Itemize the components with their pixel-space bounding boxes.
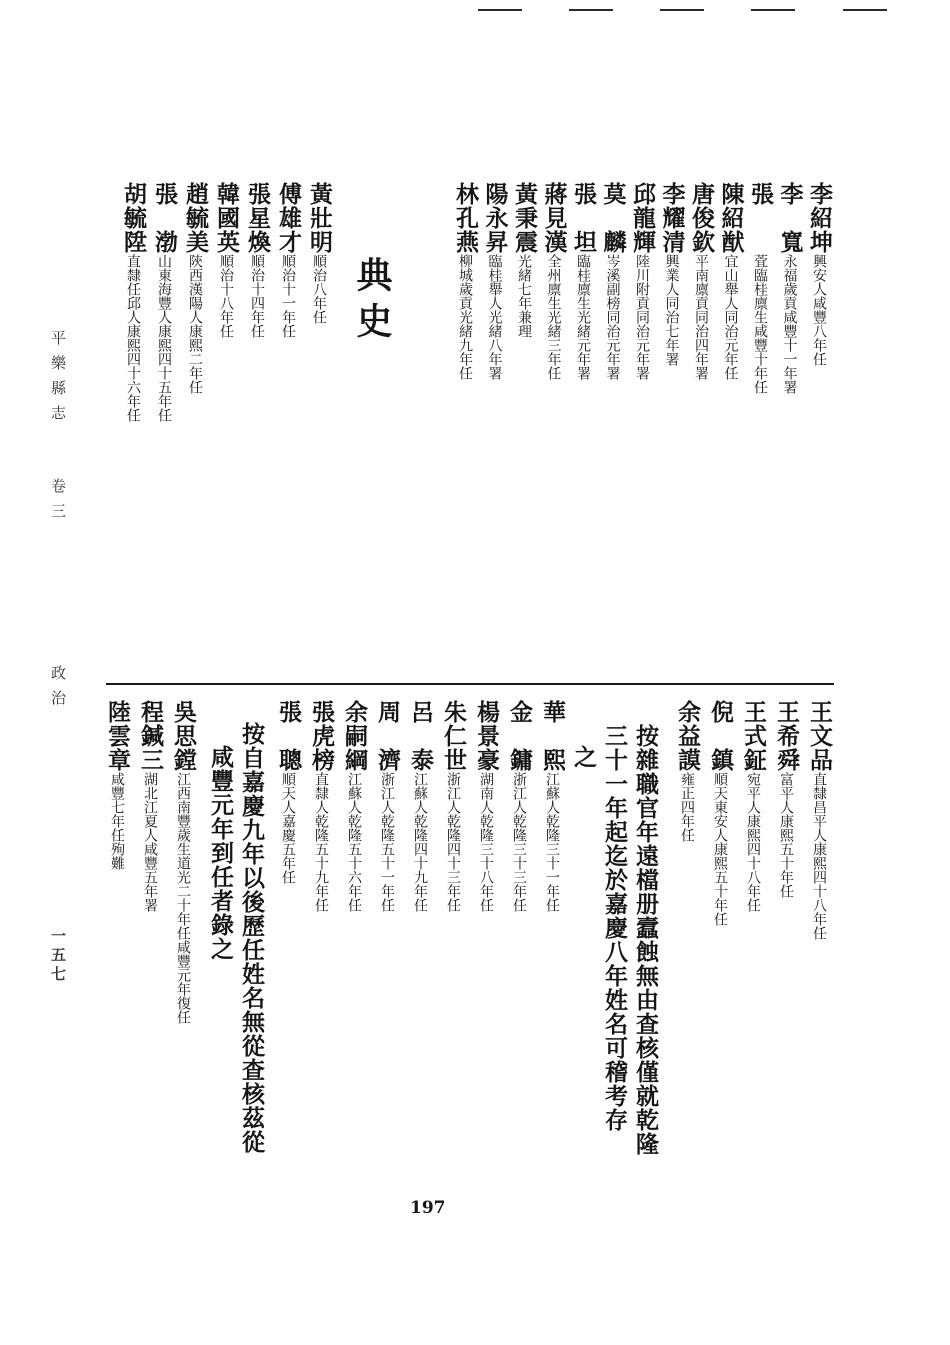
official-note: 山東海豐人康熙四十五年任 <box>156 254 172 422</box>
official-name: 張 <box>747 182 774 254</box>
top-rule-3 <box>660 9 704 11</box>
official-note: 浙江人乾隆三十三年任 <box>511 772 527 912</box>
official-note: 順治八年任 <box>311 254 327 324</box>
official-entry <box>572 182 595 380</box>
official-name: 趙毓美 <box>182 182 209 254</box>
official-name: 吳思鏜 <box>170 700 197 772</box>
official-entry <box>808 182 831 366</box>
official-name: 周 濟 <box>374 700 401 772</box>
official-entry <box>658 182 686 366</box>
official-note: 順天人嘉慶五年任 <box>280 772 296 884</box>
official-entry <box>376 700 399 912</box>
official-name: 楊景豪 <box>473 700 500 772</box>
note-line: 咸豐元年到任者錄之 <box>207 745 234 961</box>
volume-label: 卷三 <box>49 478 67 528</box>
official-note: 順治十一年任 <box>280 254 296 338</box>
official-entry <box>540 182 568 380</box>
official-note: 江西南豐歲生道光二十年任咸豐元年復任 <box>175 772 191 1024</box>
official-note: 光緒七年兼理 <box>516 254 532 338</box>
official-name: 李耀清 <box>658 182 686 254</box>
top-rule-5 <box>843 9 887 11</box>
official-note: 順治十八年任 <box>218 254 234 338</box>
official-name: 韓國英 <box>213 182 240 254</box>
official-entry <box>409 700 432 912</box>
page-number: 197 <box>410 1198 446 1218</box>
official-name: 張虎榜 <box>308 700 335 772</box>
official-name: 倪 鎮 <box>707 700 734 772</box>
official-name: 陳紹猷 <box>717 182 745 254</box>
official-name: 陽永昇 <box>481 182 509 254</box>
official-note: 臨桂舉人光緒八年署 <box>486 254 503 380</box>
official-note: 宛平人康熙四十八年任 <box>745 772 761 912</box>
top-rule-4 <box>751 9 795 11</box>
official-entry <box>122 182 145 422</box>
official-entry <box>277 700 300 884</box>
official-name: 黃壯明 <box>306 182 333 254</box>
official-name: 張 聰 <box>275 700 302 772</box>
official-name: 李 寬 <box>776 182 804 254</box>
official-name: 黃秉震 <box>511 182 538 254</box>
official-name: 林孔燕 <box>452 182 479 254</box>
official-entry <box>310 700 333 912</box>
official-entry <box>775 700 798 898</box>
official-note: 柳城歲貢光緒九年任 <box>457 254 473 380</box>
official-name: 張 渤 <box>151 182 178 254</box>
official-name: 朱仁世 <box>440 700 467 772</box>
official-note: 浙江人乾隆五十一年任 <box>379 772 395 912</box>
official-note: 江蘇人乾隆五十六年任 <box>346 772 362 912</box>
official-entry <box>808 700 831 940</box>
official-note: 湖南人乾隆三十八年任 <box>478 772 494 912</box>
official-entry <box>742 700 765 912</box>
official-name: 華 熙 <box>539 700 566 772</box>
official-entry <box>475 700 498 912</box>
section-label: 政治 <box>49 665 67 715</box>
official-entry <box>513 182 536 338</box>
official-entry <box>308 182 331 324</box>
official-entry <box>717 182 745 380</box>
official-name: 余嗣綱 <box>341 700 368 772</box>
official-name: 胡毓陞 <box>120 182 147 254</box>
official-note: 宜山舉人同治元年任 <box>722 254 739 380</box>
official-note: 萓臨桂廪生咸豐十年任 <box>752 254 768 394</box>
official-name: 莫 麟 <box>599 182 627 254</box>
official-note: 富平人康熙五十年任 <box>778 772 794 898</box>
note-line: 三十一年起迄於嘉慶八年姓名可稽考存 <box>601 724 628 1132</box>
top-rule-1 <box>478 9 522 11</box>
official-note: 湖北江夏人咸豐五年署 <box>142 772 158 912</box>
official-note: 平南廪貢同治四年署 <box>693 254 709 380</box>
official-note: 臨桂廪生光緒元年署 <box>575 254 591 380</box>
official-note: 順治十四年任 <box>249 254 265 338</box>
note-line: 按雜職官年遠檔册蠧蝕無由查核僅就乾隆 <box>632 724 659 1156</box>
official-entry <box>508 700 531 912</box>
official-note: 直隸昌平人康熙四十八年任 <box>811 772 827 940</box>
official-note: 興業人同治七年署 <box>663 254 680 366</box>
official-note: 陸川附貢同治元年署 <box>634 254 650 380</box>
official-name: 程鍼三 <box>137 700 164 772</box>
running-head: 平樂縣志 <box>49 330 67 430</box>
official-note: 浙江人乾隆四十三年任 <box>445 772 461 912</box>
official-entry <box>599 182 627 380</box>
official-name: 蔣見漢 <box>540 182 568 254</box>
note-line: 按自嘉慶九年以後歷任姓名無從查核茲從 <box>238 722 265 1154</box>
official-entry <box>277 182 300 338</box>
official-note: 全州廪生光緒三年任 <box>545 254 562 380</box>
folio-number: 一五七 <box>49 928 67 985</box>
top-rule-2 <box>569 9 613 11</box>
official-entry <box>215 182 238 338</box>
official-entry <box>184 182 207 394</box>
official-entry <box>106 700 129 870</box>
official-note: 陝西漢陽人康熙二年任 <box>187 254 203 394</box>
official-note: 江蘇人乾隆四十九年任 <box>412 772 428 912</box>
official-entry <box>442 700 465 912</box>
official-name: 金 鏞 <box>506 700 533 772</box>
official-entry <box>153 182 176 422</box>
official-name: 余益謨 <box>674 700 701 772</box>
official-entry <box>690 182 713 380</box>
official-note: 雍正四年任 <box>679 772 695 842</box>
official-note: 江蘇人乾隆三十一年任 <box>544 772 560 912</box>
official-name: 傅雄才 <box>275 182 302 254</box>
official-entry <box>454 182 477 380</box>
official-name: 王文品 <box>806 700 833 772</box>
official-name: 唐俊欽 <box>688 182 715 254</box>
official-entry <box>676 700 699 842</box>
official-note: 直隸任邱人康熙四十六年任 <box>125 254 141 422</box>
official-name: 呂 泰 <box>407 700 434 772</box>
official-note: 直隸人乾隆五十九年任 <box>313 772 329 912</box>
official-entry <box>481 182 509 380</box>
section-title: 典史 <box>351 256 393 348</box>
official-entry <box>709 700 732 926</box>
official-note: 岑溪副榜同治元年署 <box>604 254 621 380</box>
official-name: 張星煥 <box>244 182 271 254</box>
official-name: 李紹坤 <box>806 182 833 254</box>
official-entry <box>172 700 195 1024</box>
official-note: 順天東安人康熙五十年任 <box>712 772 728 926</box>
official-entry <box>343 700 366 912</box>
official-name: 張 坦 <box>570 182 597 254</box>
official-name: 陸雲章 <box>104 700 131 772</box>
official-name: 王希舜 <box>773 700 800 772</box>
official-entry <box>749 182 772 394</box>
official-name: 王式鉦 <box>740 700 767 772</box>
official-name: 邱龍輝 <box>629 182 656 254</box>
official-note: 咸豐七年任殉難 <box>109 772 125 870</box>
official-entry <box>776 182 804 394</box>
official-entry <box>541 700 564 912</box>
note-line: 之 <box>570 745 597 769</box>
official-entry <box>246 182 269 338</box>
official-note: 永福歲貢咸豐十一年署 <box>781 254 798 394</box>
divider-rule <box>106 683 834 685</box>
official-entry <box>139 700 162 912</box>
official-note: 興安人咸豐八年任 <box>811 254 827 366</box>
official-entry <box>631 182 654 380</box>
